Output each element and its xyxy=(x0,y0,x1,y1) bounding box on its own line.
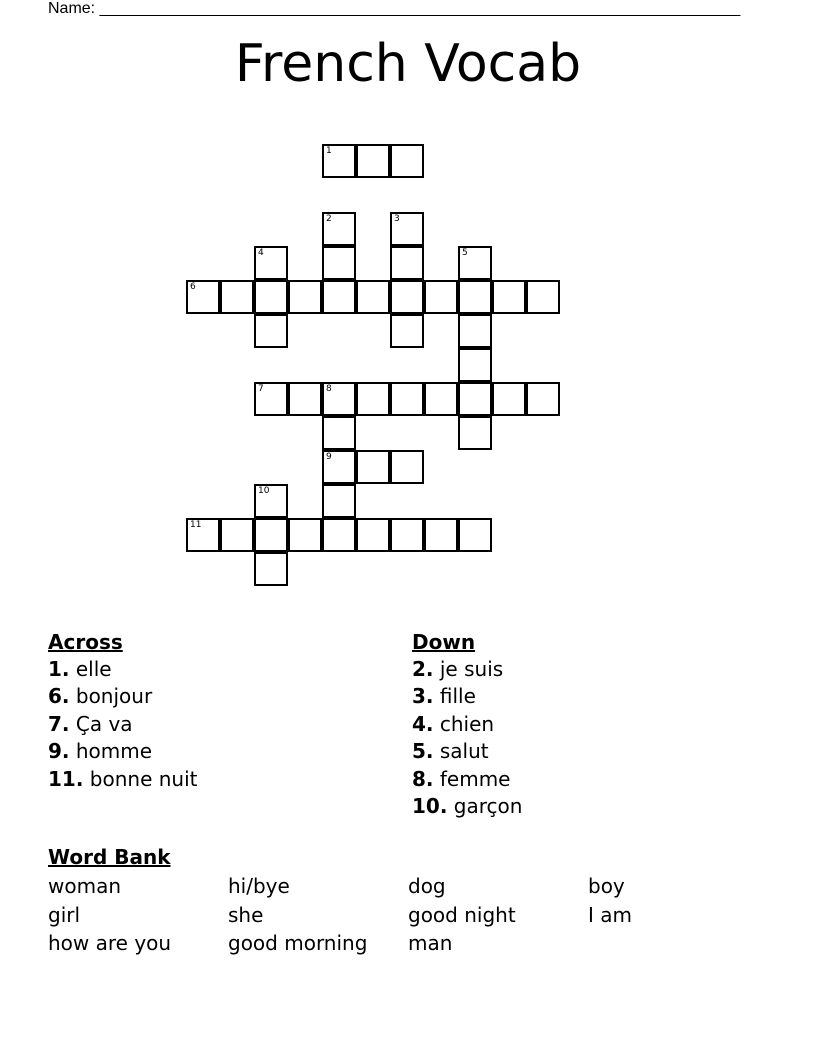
grid-cell[interactable] xyxy=(356,450,390,484)
grid-cell[interactable] xyxy=(254,314,288,348)
across-clue xyxy=(48,711,198,738)
grid-cell[interactable] xyxy=(356,280,390,314)
grid-cell[interactable] xyxy=(220,280,254,314)
clue-number: 2. xyxy=(412,657,434,681)
word-bank-item: I am xyxy=(588,902,632,927)
grid-cell[interactable] xyxy=(390,518,424,552)
clue-number: 5. xyxy=(412,739,434,764)
grid-cell[interactable] xyxy=(390,314,424,348)
across-clue xyxy=(48,738,198,765)
cell-number: 3 xyxy=(394,214,400,224)
across-clue xyxy=(48,766,198,793)
grid-cell[interactable] xyxy=(390,280,424,314)
grid-cell[interactable] xyxy=(322,484,356,518)
down-clue xyxy=(412,793,522,820)
cell-number: 8 xyxy=(326,384,332,394)
across-heading: Across xyxy=(48,630,123,654)
clue-text: femme xyxy=(439,766,511,791)
across-clue xyxy=(48,656,198,683)
grid-cell[interactable] xyxy=(322,280,356,314)
grid-cell[interactable] xyxy=(458,416,492,450)
grid-cell[interactable] xyxy=(458,382,492,416)
clue-text: salut xyxy=(439,739,489,764)
grid-cell[interactable] xyxy=(322,144,356,178)
clue-text: garçon xyxy=(453,794,523,819)
word-bank-item: good morning xyxy=(228,931,368,955)
grid-cell[interactable] xyxy=(322,382,356,416)
grid-cell[interactable] xyxy=(288,382,322,416)
down-clue xyxy=(412,766,522,793)
grid-cell[interactable] xyxy=(254,518,288,552)
grid-cell[interactable] xyxy=(288,280,322,314)
cell-number: 11 xyxy=(190,520,202,530)
clue-number: 9. xyxy=(48,739,70,764)
grid-cell[interactable] xyxy=(458,518,492,552)
word-bank-item: she xyxy=(228,902,264,927)
cell-number: 10 xyxy=(258,486,270,496)
grid-cell[interactable] xyxy=(458,314,492,348)
cell-number: 1 xyxy=(326,146,332,156)
grid-cell[interactable] xyxy=(186,280,220,314)
clue-text: fille xyxy=(439,684,476,709)
clue-text: Ça va xyxy=(75,711,133,736)
grid-cell[interactable] xyxy=(322,212,356,246)
grid-cell[interactable] xyxy=(186,518,220,552)
word-bank-item: good night xyxy=(408,902,516,927)
page-title: French Vocab xyxy=(234,34,582,94)
word-bank-item: woman xyxy=(48,874,122,898)
grid-cell[interactable] xyxy=(288,518,322,552)
clue-number: 11. xyxy=(48,766,84,791)
clue-number: 10. xyxy=(412,794,448,819)
grid-cell[interactable] xyxy=(322,518,356,552)
clue-number: 4. xyxy=(412,711,434,736)
down-clues xyxy=(412,628,522,820)
grid-cell[interactable] xyxy=(526,382,560,416)
grid-cell[interactable] xyxy=(390,212,424,246)
grid-cell[interactable] xyxy=(254,246,288,280)
clue-number: 1. xyxy=(48,657,70,681)
grid-cell[interactable] xyxy=(424,280,458,314)
cell-number: 5 xyxy=(462,248,468,258)
grid-cell[interactable] xyxy=(356,518,390,552)
clue-number: 6. xyxy=(48,684,70,709)
word-bank-item: man xyxy=(408,931,453,955)
cell-number: 6 xyxy=(190,282,196,292)
clue-number: 8. xyxy=(412,766,434,791)
grid-cell[interactable] xyxy=(254,484,288,518)
grid-cell[interactable] xyxy=(492,382,526,416)
word-bank-heading: Word Bank xyxy=(48,845,171,869)
grid-cell[interactable] xyxy=(254,552,288,586)
grid-cell[interactable] xyxy=(458,348,492,382)
grid-cell[interactable] xyxy=(390,382,424,416)
clue-number: 7. xyxy=(48,711,70,736)
grid-cell[interactable] xyxy=(220,518,254,552)
word-bank-item: hi/bye xyxy=(228,874,290,898)
grid-cell[interactable] xyxy=(322,246,356,280)
grid-cell[interactable] xyxy=(390,144,424,178)
down-clue xyxy=(412,656,522,683)
grid-cell[interactable] xyxy=(356,382,390,416)
clue-text: je suis xyxy=(439,657,504,681)
cell-number: 4 xyxy=(258,248,264,258)
word-bank-item: how are you xyxy=(48,931,172,955)
grid-cell[interactable] xyxy=(390,246,424,280)
grid-cell[interactable] xyxy=(322,450,356,484)
grid-cell[interactable] xyxy=(424,382,458,416)
grid-cell[interactable] xyxy=(322,416,356,450)
down-clue xyxy=(412,711,522,738)
clue-text: elle xyxy=(75,657,112,681)
down-clue xyxy=(412,683,522,710)
down-heading: Down xyxy=(412,630,476,654)
across-clue xyxy=(48,683,198,710)
grid-cell[interactable] xyxy=(390,450,424,484)
clue-number: 3. xyxy=(412,684,434,709)
cell-number: 7 xyxy=(258,384,264,394)
word-bank-item: girl xyxy=(48,902,81,927)
down-clue xyxy=(412,738,522,765)
cell-number: 2 xyxy=(326,214,332,224)
word-bank-item: dog xyxy=(408,874,446,898)
cell-number: 9 xyxy=(326,452,332,462)
name-field-line: Name: ________________________________________________________________________ xyxy=(48,0,741,17)
clue-text: bonne nuit xyxy=(89,766,198,791)
grid-cell[interactable] xyxy=(458,246,492,280)
grid-cell[interactable] xyxy=(356,144,390,178)
grid-cell[interactable] xyxy=(424,518,458,552)
word-bank-item: boy xyxy=(588,874,625,898)
grid-cell[interactable] xyxy=(526,280,560,314)
grid-cell[interactable] xyxy=(254,280,288,314)
grid-cell[interactable] xyxy=(458,280,492,314)
clue-text: homme xyxy=(75,739,153,764)
clue-text: chien xyxy=(439,711,495,736)
grid-cell[interactable] xyxy=(254,382,288,416)
across-clues xyxy=(48,628,198,793)
clue-text: bonjour xyxy=(75,684,153,709)
grid-cell[interactable] xyxy=(492,280,526,314)
